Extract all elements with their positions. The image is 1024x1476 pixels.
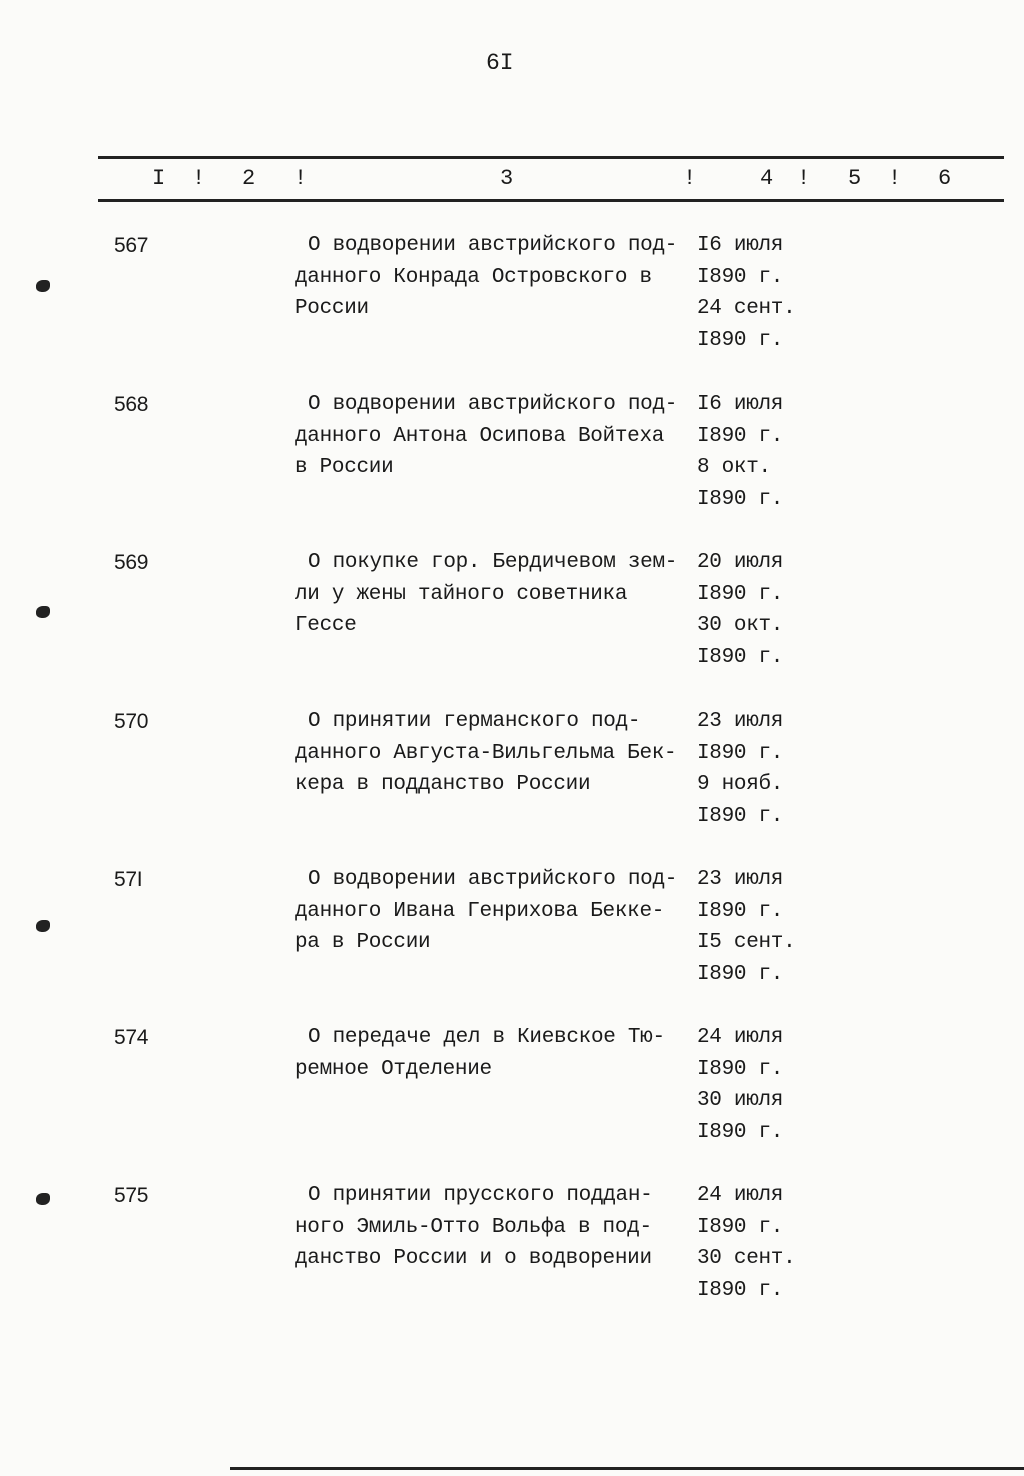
date-line: I6 июля [697, 234, 784, 257]
entry-row [0, 389, 1024, 547]
column-separator: ! [683, 166, 697, 191]
date-line: I890 г. [697, 328, 784, 352]
entry-dates [697, 547, 783, 673]
header-bottom-rule [98, 199, 1004, 202]
column-header-6: 6 [938, 166, 952, 191]
entry-dates [697, 706, 783, 832]
date-line: I6 июля [697, 393, 784, 416]
date-line: I890 г. [697, 424, 784, 448]
description-line: данного Конрада Островского в [295, 265, 652, 289]
column-separator: ! [888, 166, 902, 191]
entry-description [295, 389, 677, 484]
entry-description [295, 706, 676, 801]
description-line: ра в России [295, 931, 431, 954]
description-line: данство России и о водворении [295, 1247, 652, 1270]
description-line: О водворении австрийского под- [308, 393, 678, 416]
date-line: 20 июля [697, 551, 784, 574]
date-line: 30 окт. [697, 614, 784, 637]
binding-hole-mark [36, 280, 50, 292]
description-line: кера в подданство России [295, 773, 591, 796]
description-line: О принятии германского под- [308, 710, 641, 733]
entry-number: 567 [114, 234, 149, 257]
date-line: I890 г. [697, 487, 784, 511]
column-header-3: 3 [500, 166, 514, 191]
description-line: в России [295, 456, 394, 479]
description-line: О передаче дел в Киевское Тю- [308, 1026, 665, 1049]
entry-dates [697, 230, 795, 356]
entry-description [295, 864, 677, 959]
date-line: I890 г. [697, 1215, 784, 1239]
description-line: ли у жены тайного советника [295, 582, 628, 606]
page-number: 6I [486, 50, 514, 76]
date-line: I890 г. [697, 741, 784, 765]
date-line: I890 г. [697, 962, 784, 986]
page-bottom-rule [230, 1467, 1024, 1470]
date-line: 9 нояб. [697, 773, 784, 796]
header-top-rule [98, 156, 1004, 159]
date-line: I890 г. [697, 1278, 784, 1302]
entry-row [0, 547, 1024, 705]
description-line: данного Августа-Вильгельма Бек- [295, 741, 677, 765]
entry-row [0, 706, 1024, 864]
date-line: I890 г. [697, 804, 784, 828]
entry-number: 57I [114, 868, 143, 891]
date-line: I890 г. [697, 582, 784, 606]
description-line: ремное Отделение [295, 1057, 492, 1081]
binding-hole-mark [36, 606, 50, 618]
column-header-5: 5 [848, 166, 862, 191]
entry-number: 575 [114, 1184, 149, 1207]
entry-row [0, 230, 1024, 388]
entry-description [295, 230, 677, 325]
column-header-4: 4 [760, 166, 774, 191]
entry-row [0, 864, 1024, 1022]
date-line: 23 июля [697, 868, 784, 891]
date-line: I890 г. [697, 265, 784, 289]
entry-description [295, 547, 677, 642]
description-line: О водворении австрийского под- [308, 234, 678, 257]
date-line: I890 г. [697, 1120, 784, 1144]
binding-hole-mark [36, 920, 50, 932]
description-line: России [295, 297, 369, 320]
date-line: 24 июля [697, 1184, 784, 1207]
column-header-2: 2 [242, 166, 256, 191]
date-line: I890 г. [697, 645, 784, 669]
date-line: 24 сент. [697, 297, 796, 320]
entry-number: 574 [114, 1026, 149, 1049]
entry-dates [697, 864, 795, 990]
column-separator: ! [294, 166, 308, 191]
column-separator: ! [797, 166, 811, 191]
description-line: О принятии прусского поддан- [308, 1184, 653, 1207]
description-line: Гессе [295, 614, 357, 637]
date-line: 24 июля [697, 1026, 784, 1049]
entry-row [0, 1022, 1024, 1180]
entry-number: 570 [114, 710, 149, 733]
date-line: 8 окт. [697, 456, 771, 479]
entry-description [295, 1022, 665, 1085]
description-line: данного Ивана Генрихова Бекке- [295, 899, 665, 923]
binding-hole-mark [36, 1193, 50, 1205]
description-line: данного Антона Осипова Войтеха [295, 424, 665, 448]
date-line: I890 г. [697, 1057, 784, 1081]
date-line: 23 июля [697, 710, 784, 733]
entry-number: 568 [114, 393, 149, 416]
date-line: 30 сент. [697, 1247, 796, 1270]
entry-row [0, 1180, 1024, 1338]
date-line: I5 сент. [697, 931, 796, 954]
description-line: О покупке гор. Бердичевом зем- [308, 551, 678, 574]
entry-description [295, 1180, 652, 1275]
date-line: 30 июля [697, 1089, 784, 1112]
entry-number: 569 [114, 551, 149, 574]
entry-dates [697, 1180, 795, 1306]
description-line: ного Эмиль-Отто Вольфа в под- [295, 1215, 652, 1239]
description-line: О водворении австрийского под- [308, 868, 678, 891]
entry-dates [697, 389, 783, 515]
date-line: I890 г. [697, 899, 784, 923]
entry-dates [697, 1022, 783, 1148]
column-header-1: I [152, 166, 166, 191]
column-separator: ! [192, 166, 206, 191]
